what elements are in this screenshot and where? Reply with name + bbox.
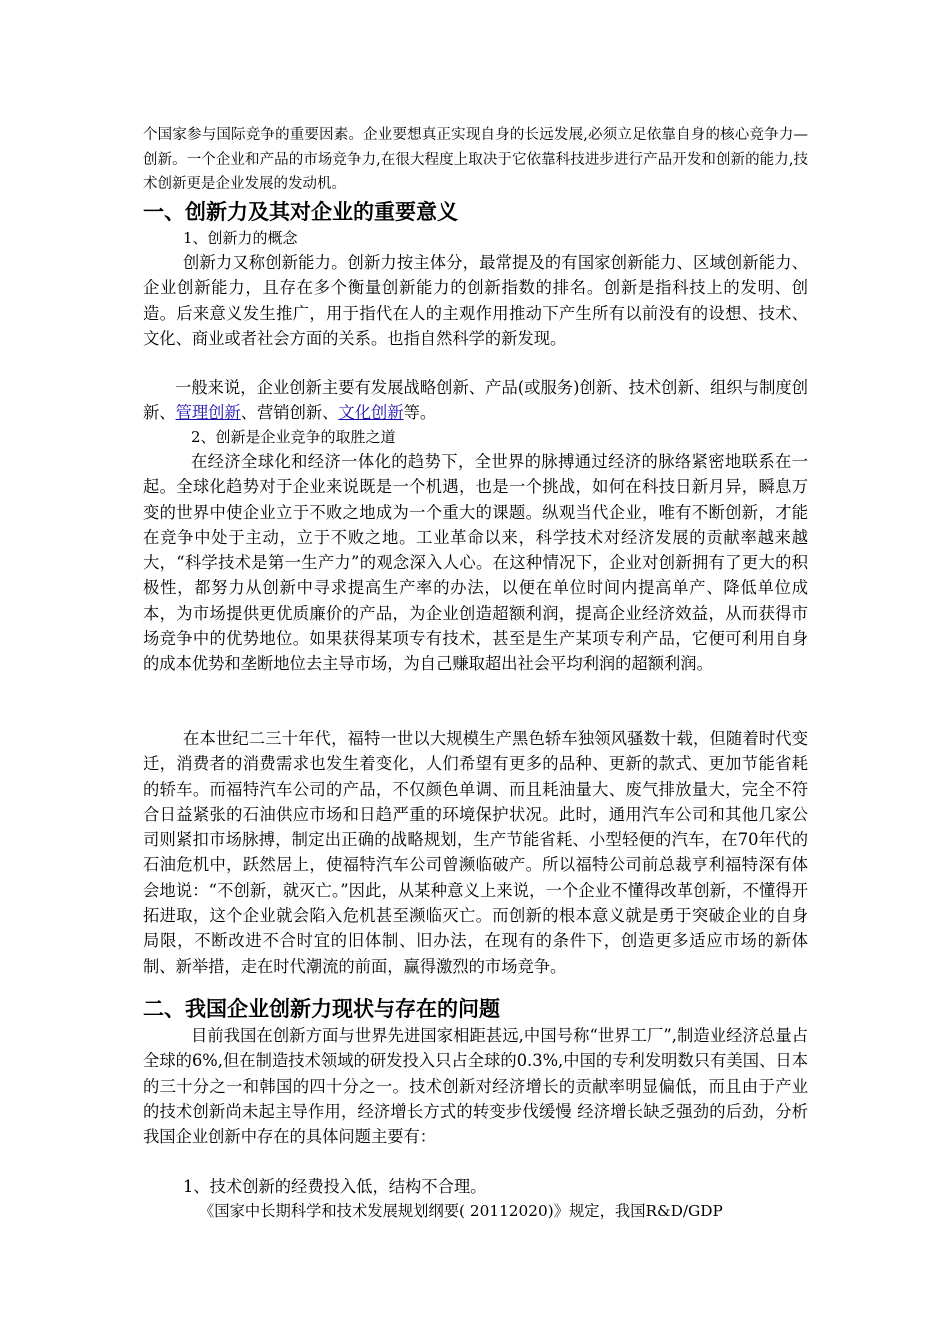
- section-heading-2: 二、我国企业创新力现状与存在的问题: [143, 997, 500, 1021]
- section-heading-1: 一、创新力及其对企业的重要意义: [143, 200, 458, 224]
- paragraph-innovation-types-mid: 、营销创新、: [240, 403, 339, 423]
- paragraph-globalization: 在经济全球化和经济一体化的趋势下，全世界的脉搏通过经济的脉络紧密地联系在一起。全球化趋势对于企业来说既是一个机遇，也是一个挑战，如何在科技日新月异，瞬息万变的世界中使企业立于不败之地成为一个重大的课题。纵观当代企业，唯有不断创新，才能在竞争中处于主动，立于不败之地。工业革命以来，科学技术对经济发展的贡献率越来越大，“科学技术是第一生产力”的观念深入人心。在这种情况下，企业对创新拥有了更大的积极性，都努力从创新中寻求提高生产率的办法，以便在单位时间内提高单产、降低单位成本，为市场提供更优质廉价的产品，为企业创造超额利润，提高企业经济效益，从而获得市场竞争中的优势地位。如果获得某项专有技术，甚至是生产某项专利产品，它便可利用自身的成本优势和垄断地位去主导市场，为自己赚取超出社会平均利润的超额利润。: [143, 452, 808, 674]
- paragraph-innovation-types: [143, 375, 808, 426]
- paragraph-plan-outline: 《国家中长期科学和技术发展规划纲要( 20112020)》规定，我国R&D/GDP: [199, 1202, 723, 1220]
- intro-paragraph: 个国家参与国际竞争的重要因素。企业要想真正实现自身的长远发展,必须立足依靠自身的核心竞争力—创新。一个企业和产品的市场竞争力,在很大程度上取决于它依靠科技进步进行产品开发和创新的能力,技术创新更是企业发展的发动机。: [143, 127, 808, 192]
- management-innovation-link[interactable]: 管理创新: [175, 403, 241, 423]
- culture-innovation-link[interactable]: 文化创新: [338, 403, 404, 423]
- problem-item-1: 1、技术创新的经费投入低，结构不合理。: [183, 1177, 487, 1196]
- paragraph-ford-example: 在本世纪二三十年代，福特一世以大规模生产黑色轿车独领风骚数十载，但随着时代变迁，消费者的消费需求也发生着变化，人们希望有更多的品种、更新的款式、更加节能省耗的轿车。而福特汽车公司的产品，不仅颜色单调、而且耗油量大、废气排放量大，完全不符合日益紧张的石油供应市场和日趋严重的环境保护状况。此时，通用汽车公司和其他几家公司则紧扣市场脉搏，制定出正确的战略规划，生产节能省耗、小型轻便的汽车，在70年代的石油危机中，跃然居上，使福特汽车公司曾濒临破产。所以福特公司前总裁亨利福特深有体会地说：“不创新，就灭亡。”因此，从某种意义上来说，一个企业不懂得改革创新，不懂得开拓进取，这个企业就会陷入危机甚至濒临灭亡。而创新的根本意义就是勇于突破企业的自身局限，不断改进不合时宜的旧体制、旧办法，在现有的条件下，创造更多适应市场的新体制、新举措，走在时代潮流的前面，赢得激烈的市场竞争。: [143, 729, 808, 976]
- paragraph-innovation-types-pre: 一般来说，企业创新主要有发展战略创新、产品(或服务)创新、技术创新、组织与制度创新、: [143, 378, 808, 423]
- subheading-1: 1、创新力的概念: [183, 229, 298, 247]
- subheading-2: 2、创新是企业竞争的取胜之道: [191, 428, 396, 446]
- paragraph-innovation-types-post: 等。: [403, 403, 437, 423]
- paragraph-innovation-concept: 创新力又称创新能力。创新力按主体分，最常提及的有国家创新能力、区域创新能力、企业创新能力，且存在多个衡量创新能力的创新指数的排名。创新是指科技上的发明、创造。后来意义发生推广，用于指代在人的主观作用推动下产生所有以前没有的设想、技术、文化、商业或者社会方面的关系。也指自然科学的新发现。: [143, 253, 808, 348]
- paragraph-china-status: 目前我国在创新方面与世界先进国家相距甚远,中国号称“世界工厂”,制造业经济总量占全球的6%,但在制造技术领域的研发投入只占全球的0.3%,中国的专利发明数只有美国、日本的三十分之一和韩国的四十分之一。技术创新对经济增长的贡献率明显偏低，而且由于产业的技术创新尚未起主导作用，经济增长方式的转变步伐缓慢 经济增长缺乏强劲的后劲，分析我国企业创新中存在的具体问题主要有：: [143, 1026, 808, 1147]
